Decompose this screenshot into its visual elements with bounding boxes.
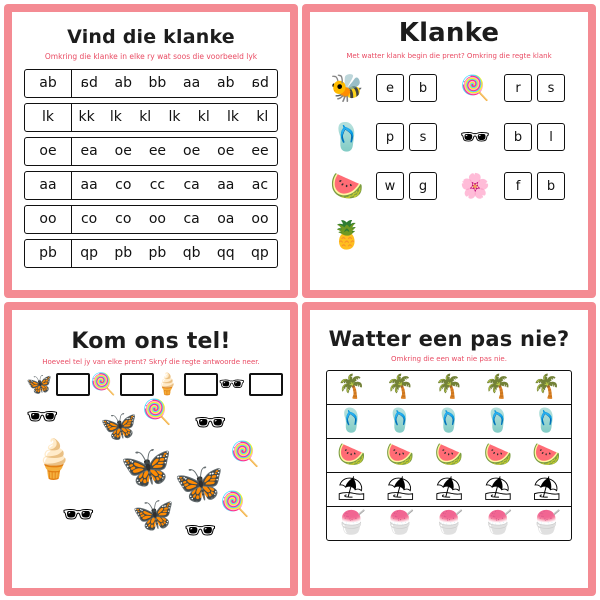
row-option[interactable]: oo	[148, 211, 166, 228]
option-group	[504, 123, 574, 151]
page-title-1: Vind die klanke	[67, 26, 235, 48]
count-input-ice-cream[interactable]	[184, 373, 218, 396]
beach-umbrella-icon[interactable]: ⛱	[531, 476, 562, 503]
row-example: aa	[25, 172, 72, 199]
row-option[interactable]: ab	[217, 75, 235, 92]
letter-option[interactable]: w	[376, 172, 404, 200]
row-option[interactable]: qp	[251, 245, 269, 262]
row-option[interactable]: ba	[80, 75, 98, 92]
watermelon-icon[interactable]: 🍉	[483, 442, 513, 469]
flip-flops-icon[interactable]: 🩴	[532, 408, 561, 435]
watermelon-icon: 🍉	[330, 170, 364, 202]
list-item	[324, 116, 574, 158]
row-option[interactable]: ac	[251, 177, 269, 194]
beach-umbrella-icon[interactable]: ⛱	[336, 476, 366, 503]
worksheet-sheet-2	[310, 12, 588, 290]
flip-flops-icon[interactable]: 🩴	[434, 408, 464, 435]
table-row[interactable]	[327, 371, 571, 405]
flip-flops-icon[interactable]: 🩴	[337, 408, 366, 435]
option-group	[376, 123, 446, 151]
shaved-ice-icon[interactable]: 🍧	[337, 510, 366, 537]
row-option[interactable]: co	[115, 211, 132, 228]
letter-option[interactable]: b	[409, 74, 437, 102]
ice-lolly-icon: 🍭	[230, 440, 260, 469]
instructions-4: Omkring die een wat nie pas nie.	[391, 355, 507, 364]
page-title-2: Klanke	[398, 18, 500, 48]
row-option[interactable]: oe	[183, 143, 201, 160]
flip-flops-icon: 🩴	[330, 121, 364, 153]
option-group	[504, 172, 574, 200]
sunglasses-icon: 🕶	[184, 516, 218, 547]
syllable-row-list	[20, 69, 282, 268]
list-item	[324, 67, 574, 109]
palm-tree-icon[interactable]: 🌴	[532, 374, 561, 401]
row-option[interactable]: kl	[197, 109, 210, 126]
instructions-3: Hoeveel tel jy van elke prent? Skryf die regte antwoorde neer.	[42, 358, 260, 367]
beach-umbrella-icon[interactable]: ⛱	[385, 476, 415, 503]
butterfly-icon: 🦋	[100, 409, 138, 445]
letter-option[interactable]: p	[376, 123, 404, 151]
row-option[interactable]: ee	[148, 143, 167, 160]
row-option[interactable]: qp	[80, 245, 98, 262]
row-option[interactable]: kl	[256, 109, 269, 126]
row-option[interactable]: co	[80, 211, 98, 228]
row-option[interactable]: co	[115, 177, 132, 194]
butterfly-icon: 🦋	[132, 495, 175, 536]
row-option[interactable]: oo	[251, 211, 269, 228]
row-example: pb	[25, 240, 72, 267]
row-option[interactable]: ab	[114, 75, 132, 92]
ice-lolly-icon: 🍭	[90, 372, 117, 397]
list-item	[324, 214, 574, 256]
worksheet-sheet-3	[12, 310, 290, 588]
sunglasses-icon: 🕶	[218, 372, 246, 397]
worksheet-sheet-4	[310, 310, 588, 588]
letter-option[interactable]: e	[376, 74, 404, 102]
shaved-ice-icon[interactable]: 🍧	[483, 510, 513, 537]
ice-lolly-icon: 🍭	[142, 398, 172, 427]
sunglasses-icon: 🕶	[26, 402, 60, 433]
row-option[interactable]: oa	[217, 211, 235, 228]
table-row[interactable]	[24, 69, 278, 98]
butterfly-icon: 🦋	[26, 372, 53, 397]
count-item	[218, 373, 283, 396]
watermelon-icon[interactable]: 🍉	[385, 442, 415, 469]
row-option[interactable]: kk	[78, 109, 95, 126]
table-row[interactable]	[24, 171, 278, 200]
row-example: oo	[25, 206, 72, 233]
letter-option[interactable]: s	[409, 123, 437, 151]
option-group	[376, 74, 446, 102]
row-option[interactable]: pb	[148, 245, 167, 262]
row-option[interactable]: ea	[80, 143, 98, 160]
letter-option[interactable]: f	[504, 172, 532, 200]
instructions-1: Omkring die klanke in elke ry wat soos die voorbeeld lyk	[44, 51, 258, 61]
row-option[interactable]: ca	[183, 177, 200, 194]
instructions-2: Met watter klank begin die prent? Omkring die regte klank	[346, 52, 552, 61]
row-option[interactable]: pb	[114, 245, 133, 262]
count-input-sunglasses[interactable]	[249, 373, 283, 396]
watermelon-icon[interactable]: 🍉	[337, 442, 366, 469]
row-option[interactable]: lk	[168, 109, 181, 126]
row-option[interactable]: aa	[217, 177, 235, 194]
table-row[interactable]	[327, 439, 571, 473]
row-option[interactable]: cc	[149, 177, 166, 194]
butterfly-icon: 🦋	[120, 442, 173, 492]
shaved-ice-icon[interactable]: 🍧	[385, 510, 415, 537]
letter-option[interactable]: r	[504, 74, 532, 102]
butterfly-icon: 🦋	[174, 461, 224, 508]
count-item	[154, 373, 218, 396]
watermelon-icon[interactable]: 🍉	[434, 442, 464, 469]
option-group	[376, 172, 446, 200]
option-group	[504, 74, 574, 102]
count-input-butterfly[interactable]	[56, 373, 90, 396]
row-option[interactable]: ba	[251, 75, 269, 92]
table-row[interactable]	[24, 137, 278, 166]
beach-umbrella-icon[interactable]: ⛱	[434, 476, 464, 503]
counting-scene	[24, 398, 278, 548]
row-option[interactable]: ee	[251, 143, 269, 160]
sunglasses-icon: 🕶	[62, 500, 96, 531]
row-example: lk	[25, 104, 72, 131]
ice-cream-icon: 🍦	[30, 437, 78, 482]
row-example: ab	[25, 70, 72, 97]
table-row[interactable]	[327, 507, 571, 540]
worksheet-card-vind-die-klanke	[4, 4, 298, 298]
flip-flops-icon[interactable]: 🩴	[385, 408, 415, 435]
table-row[interactable]	[24, 239, 278, 268]
row-option[interactable]: lk	[227, 109, 240, 126]
letter-option[interactable]: l	[537, 123, 565, 151]
shaved-ice-icon[interactable]: 🍧	[434, 510, 464, 537]
palm-tree-icon[interactable]: 🌴	[434, 374, 464, 401]
palm-tree-icon[interactable]: 🌴	[337, 374, 366, 401]
worksheet-card-kom-ons-tel	[4, 302, 298, 596]
row-option[interactable]: bb	[148, 75, 167, 92]
row-option[interactable]: oe	[217, 143, 235, 160]
worksheet-card-watter-een-pas-nie	[302, 302, 596, 596]
flower-icon: 🌸	[460, 172, 490, 201]
beach-umbrella-icon[interactable]: ⛱	[483, 476, 513, 503]
page-title-3: Kom ons tel!	[71, 329, 231, 354]
letter-option[interactable]: b	[504, 123, 532, 151]
palm-tree-icon[interactable]: 🌴	[483, 374, 513, 401]
ice-cream-icon: 🍦	[154, 372, 181, 397]
pineapple-icon: 🍍	[330, 219, 364, 251]
row-option[interactable]: qq	[216, 245, 235, 262]
count-answer-row	[26, 373, 276, 396]
ice-lolly-icon: 🍭	[460, 74, 490, 103]
page-title-4: Watter een pas nie?	[328, 327, 570, 351]
row-option[interactable]: qb	[182, 245, 201, 262]
letter-option[interactable]: s	[537, 74, 565, 102]
count-input-ice-lolly[interactable]	[120, 373, 154, 396]
row-option[interactable]: kl	[139, 109, 152, 126]
row-example: oe	[25, 138, 72, 165]
shaved-ice-icon[interactable]: 🍧	[532, 510, 561, 537]
row-option[interactable]: lk	[109, 109, 122, 126]
letter-option[interactable]: g	[409, 172, 437, 200]
table-row[interactable]	[327, 473, 571, 507]
ice-lolly-icon: 🍭	[220, 490, 250, 519]
sunglasses-icon: 🕶	[459, 123, 491, 152]
row-option[interactable]: oe	[114, 143, 132, 160]
row-option[interactable]: ca	[183, 211, 200, 228]
row-option[interactable]: aa	[183, 75, 201, 92]
list-item	[324, 165, 574, 207]
table-row[interactable]	[327, 405, 571, 439]
sunglasses-icon: 🕶	[194, 408, 228, 439]
palm-tree-icon[interactable]: 🌴	[385, 374, 415, 401]
worksheet-card-klanke	[302, 4, 596, 298]
table-row[interactable]	[24, 103, 278, 132]
letter-option[interactable]: b	[537, 172, 565, 200]
flip-flops-icon[interactable]: 🩴	[483, 408, 513, 435]
worksheet-sheet-1	[12, 12, 290, 290]
watermelon-icon[interactable]: 🍉	[532, 442, 561, 469]
odd-one-out-table	[326, 370, 572, 541]
count-item	[26, 373, 90, 396]
table-row[interactable]	[24, 205, 278, 234]
bee-icon: 🐝	[330, 72, 364, 104]
row-option[interactable]: aa	[80, 177, 98, 194]
count-item	[90, 373, 154, 396]
